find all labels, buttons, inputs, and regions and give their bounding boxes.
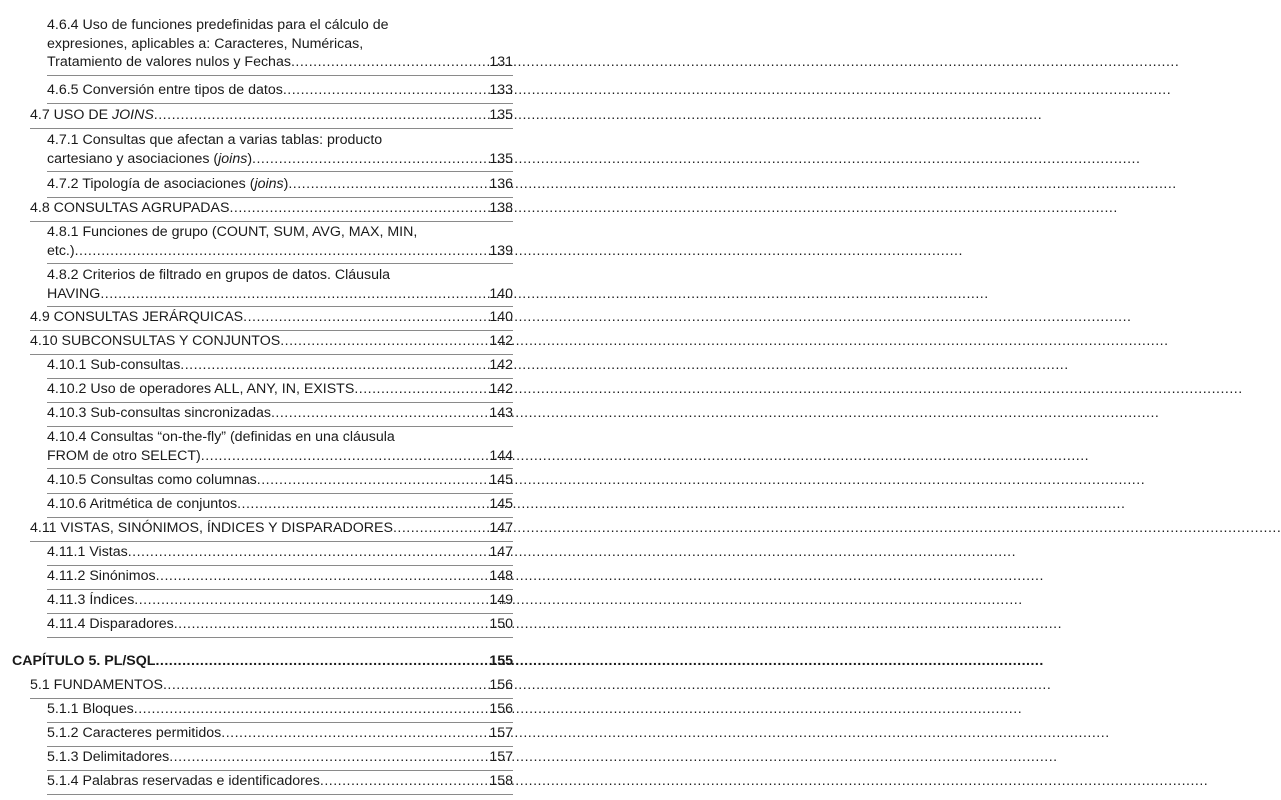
toc-entry-4-9 — [30, 308, 513, 327]
dot-leader — [271, 404, 487, 423]
entry-title: cartesiano y asociaciones (joins) — [47, 150, 253, 167]
page-number: 142 — [489, 381, 513, 397]
dot-leader — [237, 495, 487, 514]
page-number: 147 — [489, 520, 513, 536]
entry-title: 4.10.5 Consultas como columnas — [47, 472, 257, 488]
entry-title: 5.1.3 Delimitadores — [47, 749, 170, 765]
entry-title: 4.10 SUBCONSULTAS Y CONJUNTOS — [30, 333, 281, 349]
entry-text-line: 4.8.1 Funciones de grupo (COUNT, SUM, AVG, MAX, MIN, — [47, 224, 418, 240]
page-number: 133 — [489, 82, 513, 98]
page-number: 150 — [489, 616, 513, 632]
toc-chapter-5 — [12, 652, 513, 671]
toc-entry-4-11-4 — [47, 615, 513, 634]
toc-entry-4-7-1 — [47, 131, 513, 168]
page-number: 148 — [489, 568, 513, 584]
page-number: 156 — [489, 701, 513, 717]
page-number: 139 — [489, 242, 513, 259]
toc-entry-4-8-2 — [47, 266, 513, 303]
page-number: 138 — [489, 200, 513, 216]
dot-leader — [180, 356, 487, 375]
toc-entry-4-8 — [30, 199, 513, 218]
dot-leader — [354, 380, 487, 399]
entry-title: 5.1 FUNDAMENTOS — [30, 677, 163, 693]
entry-title: 4.11.4 Disparadores — [47, 616, 174, 632]
toc-entry-4-10-5 — [47, 471, 513, 490]
dot-leader — [134, 591, 487, 610]
page-number: 158 — [489, 773, 513, 789]
entry-title: 5.1.1 Bloques — [47, 701, 134, 717]
dot-leader — [229, 199, 487, 218]
toc-entry-4-6-5 — [47, 81, 513, 100]
toc-entry-5-1-4 — [47, 772, 513, 791]
dot-leader — [154, 106, 488, 125]
dot-leader — [291, 53, 487, 72]
dot-leader — [257, 471, 488, 490]
dot-leader — [174, 615, 488, 634]
page-number: 157 — [489, 725, 513, 741]
entry-title: 4.10.2 Uso de operadores ALL, ANY, IN, EXISTS — [47, 381, 355, 397]
toc-entry-4-7-2 — [47, 175, 513, 194]
page-number: 135 — [489, 150, 513, 167]
dot-leader — [163, 676, 487, 695]
page-number: 135 — [489, 107, 513, 123]
entry-title: HAVING — [47, 285, 101, 302]
page-number: 140 — [489, 309, 513, 325]
entry-title: 4.11.3 Índices — [47, 592, 135, 608]
entry-text-line: 4.6.4 Uso de funciones predefinidas para el cálculo de — [47, 17, 389, 33]
toc-entry-4-11 — [30, 519, 513, 538]
dot-leader — [252, 150, 487, 169]
dot-leader — [128, 543, 488, 562]
entry-title: 4.6.5 Conversión entre tipos de datos — [47, 82, 283, 98]
page-number: 149 — [489, 592, 513, 608]
entry-title: 4.11 VISTAS, SINÓNIMOS, ÍNDICES Y DISPARADORES — [30, 520, 393, 536]
entry-title: 4.10.3 Sub-consultas sincronizadas — [47, 405, 271, 421]
page-number: 142 — [489, 357, 513, 373]
toc-entry-4-8-1 — [47, 223, 513, 260]
dot-leader — [134, 700, 488, 719]
page-number: 157 — [489, 749, 513, 765]
toc-entry-4-10-2 — [47, 380, 513, 399]
entry-title: 5.1.2 Caracteres permitidos — [47, 725, 222, 741]
entry-title: 4.10.1 Sub-consultas — [47, 357, 181, 373]
dot-leader — [280, 332, 487, 351]
page-number: 145 — [489, 496, 513, 512]
entry-title: 4.9 CONSULTAS JERÁRQUICAS — [30, 309, 244, 325]
page-number: 144 — [489, 447, 513, 464]
toc-entry-4-11-1 — [47, 543, 513, 562]
page-number: 145 — [489, 472, 513, 488]
entry-title: 4.7 USO DE JOINS — [30, 107, 154, 123]
toc-entry-4-11-2 — [47, 567, 513, 586]
entry-title: FROM de otro SELECT) — [47, 447, 201, 464]
toc-entry-4-10-1 — [47, 356, 513, 375]
entry-title: 4.10.6 Aritmética de conjuntos — [47, 496, 238, 512]
entry-text-line: 4.7.1 Consultas que afectan a varias tablas: producto — [47, 132, 383, 148]
page-number: 131 — [489, 54, 513, 70]
dot-leader — [320, 772, 487, 791]
chapter-title: CAPÍTULO 5. PL/SQL — [12, 653, 156, 669]
page-number: 136 — [489, 176, 513, 192]
dot-leader — [221, 724, 487, 743]
page-number: 143 — [489, 405, 513, 421]
page-number: 147 — [489, 544, 513, 560]
entry-title: etc.) — [47, 242, 75, 259]
dot-leader — [156, 567, 488, 586]
entry-text-line: 4.8.2 Criterios de filtrado en grupos de datos. Cláusula — [47, 267, 391, 283]
page-number: 140 — [489, 285, 513, 302]
page-number: 142 — [489, 333, 513, 349]
toc-entry-5-1-1 — [47, 700, 513, 719]
toc-entry-4-10-6 — [47, 495, 513, 514]
entry-text-line: 4.10.4 Consultas “on-the-fly” (definidas en una cláusula — [47, 429, 395, 445]
toc-entry-5-1 — [30, 676, 513, 695]
entry-title: 5.1.4 Palabras reservadas e identificadores — [47, 773, 320, 789]
toc-entry-4-10-3 — [47, 404, 513, 423]
entry-title: 4.11.2 Sinónimos — [47, 568, 156, 584]
dot-leader — [283, 81, 488, 100]
dot-leader — [155, 652, 487, 671]
entry-text-line: expresiones, aplicables a: Caracteres, Numéricas, — [47, 35, 364, 52]
toc-entry-4-10-4 — [47, 428, 513, 465]
dot-leader — [393, 519, 487, 538]
entry-title: 4.7.2 Tipología de asociaciones (joins) — [47, 176, 289, 192]
toc-entry-4-6-4 — [47, 16, 513, 72]
dot-leader — [243, 308, 487, 327]
entry-title: 4.8 CONSULTAS AGRUPADAS — [30, 200, 230, 216]
toc-entry-4-10 — [30, 332, 513, 351]
dot-leader — [100, 285, 487, 304]
toc-entry-5-1-2 — [47, 724, 513, 743]
toc-entry-4-7 — [30, 106, 513, 125]
toc-entry-5-1-3 — [47, 748, 513, 767]
dot-leader — [288, 175, 487, 194]
page-number: 156 — [489, 677, 513, 693]
page-number: 155 — [489, 653, 513, 669]
table-of-contents — [0, 0, 540, 800]
dot-leader — [201, 447, 488, 466]
entry-title: Tratamiento de valores nulos y Fechas — [47, 54, 291, 70]
dot-leader — [169, 748, 487, 767]
entry-title: 4.11.1 Vistas — [47, 544, 128, 560]
toc-entry-4-11-3 — [47, 591, 513, 610]
dot-leader — [75, 242, 488, 261]
